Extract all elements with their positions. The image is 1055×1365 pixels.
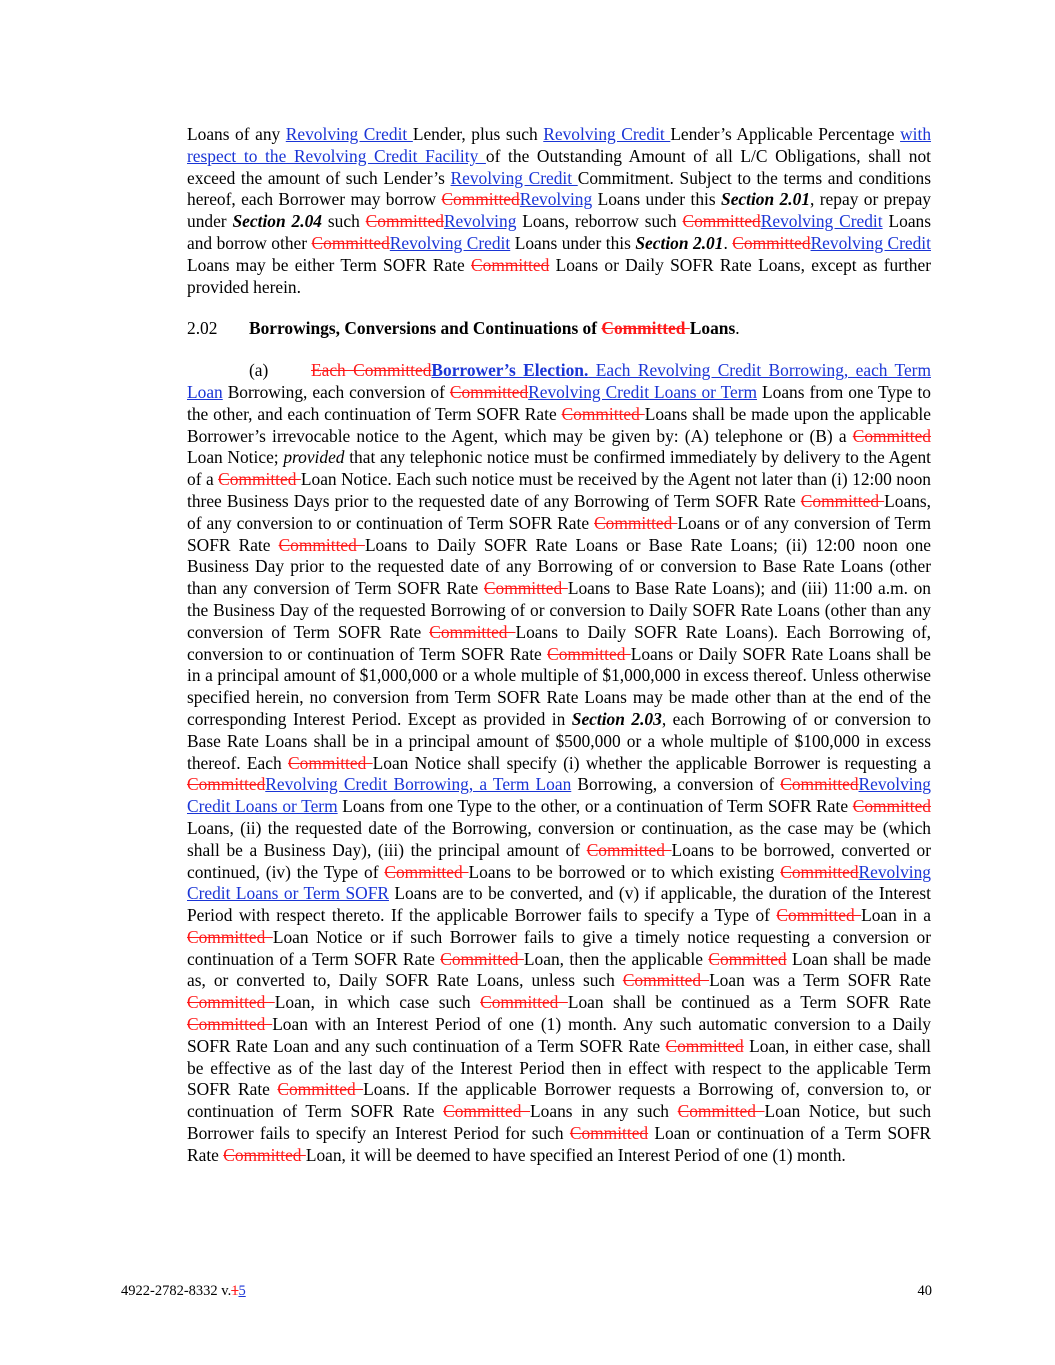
text-run: Borrowing, a conversion of [571,774,781,795]
inserted-text: Revolving Credit [285,124,413,144]
deleted-text: Committed [483,578,568,599]
text-run: Loan shall be made as, or converted to, Daily SOFR Rate Loans, unless such [187,948,931,991]
text-run: Loans under this [510,232,636,253]
deleted-text: Committed [776,905,862,926]
doc-id-inserted-version: 5 [238,1283,246,1299]
deleted-text: Committed [384,861,469,882]
deleted-text: Committed [601,318,690,339]
deleted-text: Committed [594,512,678,533]
text-run: Loan in a [861,905,931,926]
inserted-text: Revolving [519,189,593,210]
deleted-text: Committed [223,1144,306,1165]
paragraph-a [187,360,931,1166]
document-body [187,124,931,1167]
text-run: , each Borrowing of or conversion to Base Rate Loans shall be in a principal amount of $500,000 or a whole multiple of $100,000 in excess thereof. Each [187,708,931,773]
text-run: Loans to be borrowed or to which existing [468,861,781,882]
paragraph-a-text [187,360,931,1165]
text-run: Loans may be either Term SOFR Rate [187,254,472,275]
deleted-text: Committed [852,796,931,817]
italic-text: provided [283,447,345,468]
deleted-text: Committed [665,1035,744,1056]
text-run: . [723,232,733,253]
text-run: Loan, then the applicable [523,948,709,969]
deleted-text: Committed [277,1079,364,1100]
deleted-text: Committed [187,926,273,947]
deleted-text: Committed [311,232,390,253]
deleted-text: Committed [441,189,520,210]
text-run: Loans or Daily SOFR Rate Loans shall be in a principal amount of $1,000,000 or a whole multiple of $1,000,000 in excess thereof. Unless otherwise specified herein, no conversion from Term SOFR Rate Loans may be made other than at the end of the corresponding Interest Period. Except as provided in [187,643,932,729]
text-run: Loan Notice. Each such notice must be received by the Agent not later than (i) 12:00 noon three Business Days prior to the requested date of any Borrowing of Term SOFR Rate [187,469,932,511]
deleted-text: Committed [561,403,645,424]
text-run: Commitment. Subject to the terms and conditions hereof, each Borrower may borrow [187,167,931,210]
text-run: Loan shall be continued as a Term SOFR Rate [567,992,932,1013]
section-title [249,318,740,338]
deleted-text: Each Committed [311,360,432,381]
inserted-text: Revolving Credit Borrowing, a Term Loan [265,774,572,795]
text-run: Loans to Daily SOFR Rate Loans). Each Borrowing of, conversion to or continuation of Term SOFR Rate [187,621,931,664]
deleted-text: Committed [278,534,365,555]
inserted-text: Revolving Credit [543,124,671,144]
text-run: Borrowing, each conversion of [222,381,450,402]
text-run: that any telephonic notice must be confirmed immediately by delivery to the Agent of a [187,447,931,490]
text-run: such [321,211,366,232]
text-run: Loans of any [187,124,286,144]
text-run: Loans from one Type to the other, or a continuation of Term SOFR Rate [337,796,853,817]
deleted-text: Committed [547,643,631,664]
inserted-text: Revolving Credit Loans or Term SOFR [187,861,931,904]
text-run: Loan was a Term SOFR Rate [709,970,931,991]
page-number: 40 [917,1283,932,1299]
text-run: Loans from one Type to the other, and each continuation of Term SOFR Rate [187,381,931,424]
text-run: Loans or of any conversion of Term SOFR Rate [187,512,931,555]
inserted-text: Revolving Credit [760,211,883,232]
document-id-footer [121,1283,246,1300]
deleted-text: Committed [443,1101,531,1122]
doc-id-deleted-version: 1 [231,1283,239,1299]
paragraph-label: (a) [249,360,269,381]
inserted-text: Revolving Credit [810,232,931,253]
text-run: Loans in any such [530,1101,678,1122]
text-run: . [735,318,740,339]
doc-id-prefix: 4922-2782-8332 v. [121,1283,232,1299]
text-run: Loan, it will be deemed to have specified an Interest Period of one (1) month. [305,1144,846,1165]
deleted-text: Committed [780,861,859,882]
text-run: , repay or prepay under [187,189,931,232]
text-run: Loan, in either case, shall be effective as of the last day of the Interest Period then in effect with respect to the applicable Term SOFR Rate [187,1035,931,1100]
deleted-text: Committed [852,425,931,446]
deleted-text: Committed [187,774,266,795]
text-run: Loans to be borrowed, converted or continued, (iv) the Type of [187,839,932,882]
section-reference: Section 2.03 [571,708,662,729]
text-run: Loans and borrow other [187,211,931,253]
inserted-heading-text: Borrower’s Election. [431,360,589,381]
text-run: Lender, plus such [412,124,544,144]
deleted-text: Committed [429,621,516,642]
deleted-text: Committed [218,469,301,490]
inserted-text: Revolving Credit Loans or Term [187,774,931,817]
deleted-text: Committed [708,948,787,969]
section-heading-2-02 [187,318,931,340]
text-run: Loans. If the applicable Borrower requests a Borrowing of, conversion to, or continuation of Term SOFR Rate [187,1079,931,1122]
text-run: Loans shall be made upon the applicable Borrower’s irrevocable notice to the Agent, which may be given by: (A) telephone or (B) a [187,403,931,446]
inserted-text: with respect to the Revolving Credit Facility [187,124,932,166]
text-run: Loan with an Interest Period of one (1) month. Any such automatic conversion to a Daily SOFR Rate Loan and any such continuation of a Term SOFR Rate [187,1014,931,1056]
text-run: Loans to Base Rate Loans); and (iii) 11:00 a.m. on the Business Day of the requested Borrowing of or conversion to Daily SOFR Rate Loans (other than any conversion of Term SOFR Rate [187,578,931,642]
bold-text: Borrowings, Conversions and Continuations of [249,318,602,339]
deleted-text: Committed [622,970,710,991]
deleted-text: Committed [449,381,529,402]
text-run: Loan Notice shall specify (i) whether the applicable Borrower is requesting a [372,752,931,773]
inserted-text: Revolving Credit [450,167,578,188]
deleted-text: Committed [440,948,524,969]
deleted-text: Committed [586,839,672,860]
deleted-text: Committed [780,774,859,795]
inserted-text: Revolving Credit [389,232,511,253]
text-run: Loan, in which case such [274,992,481,1013]
deleted-text: Committed [682,211,761,232]
inserted-text: Revolving [443,211,517,232]
text-run: Lender’s Applicable Percentage [670,124,901,144]
text-run: Loan Notice, but such Borrower fails to specify an Interest Period for such [187,1101,932,1144]
deleted-text: Committed [187,992,275,1013]
deleted-text: Committed [187,1014,273,1035]
deleted-text: Committed [365,211,444,232]
section-reference: Section 2.01 [635,232,724,253]
section-reference: Section 2.04 [232,211,322,232]
text-run: Loans, (ii) the requested date of the Borrowing, conversion or continuation, as the case may be (which shall be a Business Day), (iii) the principal amount of [187,817,931,860]
deleted-text: Committed [288,752,373,773]
text-run: of the Outstanding Amount of all L/C Obligations, shall not exceed the amount of such Lender’s [187,145,931,188]
text-run: Loans are to be converted, and (v) if applicable, the duration of the Interest Period with respect thereto. If the applicable Borrower fails to specify a Type of [187,883,931,926]
text-run: Loan Notice; [187,447,284,468]
deleted-text: Committed [800,490,885,511]
text-run: Loans, of any conversion to or continuation of Term SOFR Rate [187,490,932,533]
text-run: Loan or continuation of a Term SOFR Rate [187,1123,931,1165]
text-run: Loans or Daily SOFR Rate Loans, except as further provided herein. [187,254,931,297]
deleted-text: Committed [732,232,811,253]
paragraph-section-2-01-continued [187,124,931,298]
deleted-text: Committed [480,992,568,1013]
text-run: Loans, reborrow such [516,211,683,232]
text-run: Loan Notice or if such Borrower fails to give a timely notice requesting a conversion or continuation of a Term SOFR Rate [187,926,932,969]
deleted-text: Committed [471,254,550,275]
section-number: 2.02 [187,318,218,339]
bold-text: Loans [689,318,736,339]
section-reference: Section 2.01 [721,189,811,210]
inserted-text: Revolving Credit Loans or Term [528,381,758,402]
inserted-text: Each Revolving Credit Borrowing, each Term Loan [187,360,931,402]
deleted-text: Committed [569,1123,649,1144]
text-run: Loans under this [592,189,722,210]
deleted-text: Committed [677,1101,765,1122]
text-run: Loans to Daily SOFR Rate Loans or Base Rate Loans; (ii) 12:00 noon one Business Day prior to the requested date of any Borrowing of or conversion to Base Rate Loans (other than any conversion of Term SOFR Rate [187,534,931,599]
